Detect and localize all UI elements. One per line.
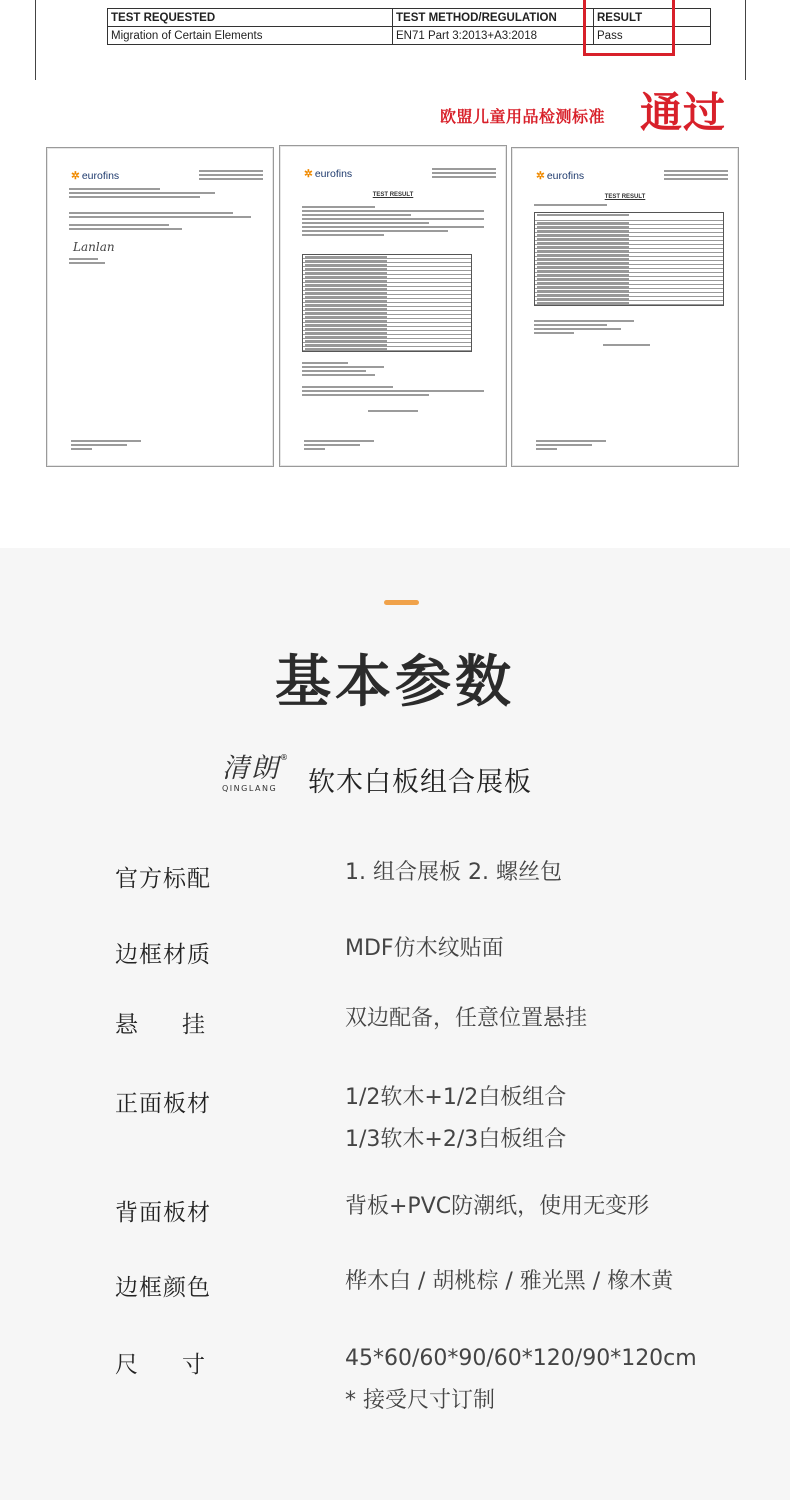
cell-test-requested: Migration of Certain Elements bbox=[108, 27, 393, 45]
param-label: 正面板材 bbox=[115, 1091, 211, 1117]
text-block bbox=[534, 320, 716, 336]
header-test-requested: TEST REQUESTED bbox=[108, 9, 393, 27]
report-number-block bbox=[432, 168, 496, 180]
text-block bbox=[534, 204, 716, 208]
basic-parameters-section bbox=[0, 548, 790, 1500]
text-block bbox=[534, 344, 716, 348]
text-block bbox=[302, 362, 484, 378]
param-value: 背板+PVC防潮纸，使用无变形 bbox=[345, 1194, 650, 1219]
elements-table bbox=[302, 254, 472, 352]
signature: Lanlan bbox=[73, 240, 115, 254]
text-block bbox=[69, 258, 251, 266]
report-footer bbox=[71, 440, 141, 452]
brand-name-en: QINGLANG bbox=[222, 784, 278, 793]
report-title: TEST RESULT bbox=[604, 194, 646, 200]
registered-mark: ® bbox=[280, 753, 288, 762]
text-block bbox=[69, 212, 251, 220]
eurofins-logo: ✲ eurofins bbox=[71, 170, 120, 182]
report-footer bbox=[536, 440, 606, 452]
text-block bbox=[69, 188, 251, 200]
param-label: 尺寸 bbox=[115, 1352, 249, 1378]
eurofins-logo: ✲ eurofins bbox=[304, 168, 353, 180]
report-footer bbox=[304, 440, 374, 452]
eurofins-logo: ✲ eurofins bbox=[536, 170, 585, 182]
param-label: 边框材质 bbox=[115, 942, 211, 968]
header-test-method: TEST METHOD/REGULATION bbox=[393, 9, 594, 27]
param-value: MDF仿木纹贴面 bbox=[345, 936, 504, 961]
frame-line bbox=[35, 0, 36, 80]
report-page-2 bbox=[279, 145, 507, 467]
result-highlight-box bbox=[583, 0, 675, 56]
param-value: 45*60/60*90/60*120/90*120cm * 接受尺寸订制 bbox=[345, 1346, 697, 1413]
report-number-block bbox=[664, 170, 728, 182]
product-name: 软木白板组合展板 bbox=[308, 767, 532, 798]
report-page-1 bbox=[46, 147, 274, 467]
eu-standard-caption: 欧盟儿童用品检测标准 bbox=[440, 107, 606, 126]
report-page-3 bbox=[511, 147, 739, 467]
param-label: 官方标配 bbox=[115, 866, 211, 892]
test-result-excerpt bbox=[0, 0, 790, 82]
param-label: 悬挂 bbox=[115, 1012, 249, 1038]
frame-line bbox=[745, 0, 746, 80]
param-value: 桦木白 / 胡桃棕 / 雅光黑 / 橡木黄 bbox=[345, 1269, 674, 1294]
header-result: RESULT bbox=[594, 9, 711, 27]
param-value: 1. 组合展板 2. 螺丝包 bbox=[345, 860, 562, 885]
text-block bbox=[302, 386, 484, 398]
cell-test-method: EN71 Part 3:2013+A3:2018 bbox=[393, 27, 594, 45]
qinglang-logo bbox=[222, 753, 288, 804]
accent-bar bbox=[384, 600, 419, 605]
param-label: 边框颜色 bbox=[115, 1275, 211, 1301]
text-block bbox=[302, 206, 484, 238]
section-title: 基本参数 bbox=[275, 650, 515, 715]
text-block bbox=[302, 410, 484, 414]
limits-table bbox=[534, 212, 724, 306]
text-block bbox=[69, 224, 251, 232]
cell-result: Pass bbox=[594, 27, 711, 45]
param-value: 1/2软木+1/2白板组合 1/3软木+2/3白板组合 bbox=[345, 1085, 567, 1152]
pass-stamp: 通过 bbox=[640, 88, 727, 137]
param-value: 双边配备，任意位置悬挂 bbox=[345, 1006, 588, 1031]
param-label: 背面板材 bbox=[115, 1200, 211, 1226]
report-title: TEST RESULT bbox=[372, 192, 414, 198]
report-number-block bbox=[199, 170, 263, 182]
brand-name-cn: 清朗 bbox=[222, 753, 280, 784]
